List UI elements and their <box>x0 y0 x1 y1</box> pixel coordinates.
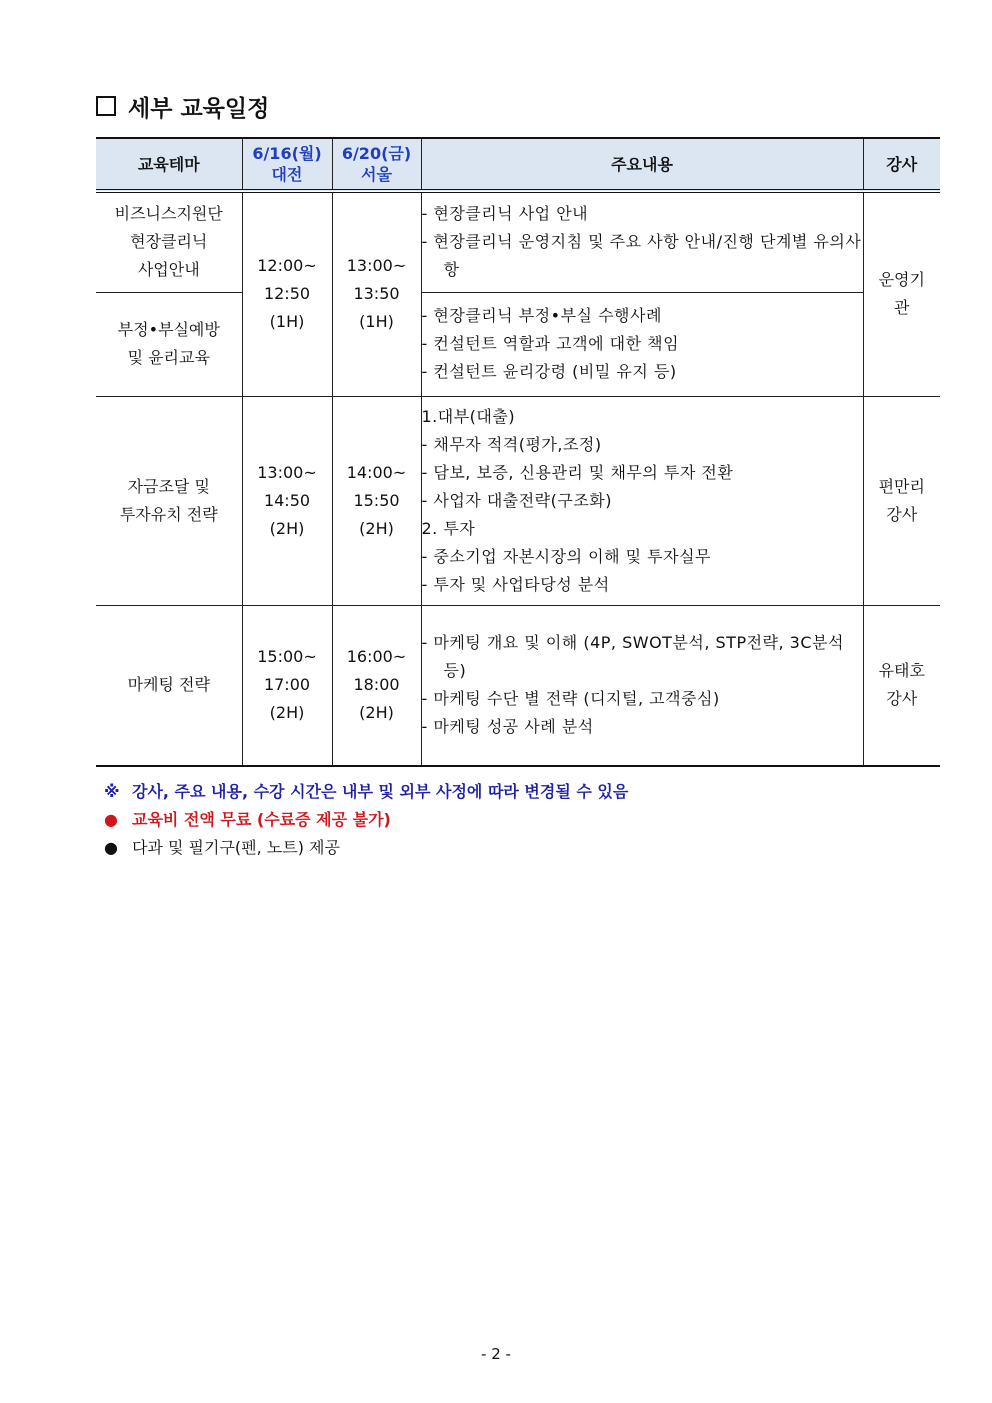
time-line: 18:00 <box>353 675 400 695</box>
instructor-line: 운영기 <box>878 270 925 290</box>
content-line: - 사업자 대출전략(구조화) <box>421 490 612 510</box>
checkbox-square-icon <box>96 96 116 116</box>
time-line: 13:00~ <box>346 256 407 276</box>
time-cell-seoul <box>332 396 421 605</box>
table-header-row <box>96 138 940 191</box>
section-heading <box>96 88 269 124</box>
content-cell <box>421 191 863 292</box>
time-line: (2H) <box>359 518 394 538</box>
content-line: - 마케팅 성공 사례 분석 <box>421 717 594 737</box>
theme-line: 비즈니스지원단 <box>114 204 223 224</box>
section-title: 세부 교육일정 <box>128 94 270 122</box>
reference-mark-icon: ※ <box>104 782 120 801</box>
content-line: - 컨설턴트 역할과 고객에 대한 책임 <box>421 334 680 353</box>
header-instructor: 강사 <box>863 138 940 191</box>
instructor-cell <box>863 191 940 396</box>
instructor-cell <box>863 605 940 766</box>
instructor-line: 관 <box>894 298 910 318</box>
header-date1-city: 대전 <box>271 165 303 184</box>
content-cell <box>421 292 863 396</box>
theme-line: 및 윤리교육 <box>127 348 210 367</box>
theme-line: 투자유치 전략 <box>119 504 218 524</box>
time-line: 13:00~ <box>257 462 317 482</box>
content-line: - 중소기업 자본시장의 이해 및 투자실무 <box>421 546 711 566</box>
note-text: 다과 및 필기구(펜, 노트) 제공 <box>132 838 340 857</box>
time-line: 17:00 <box>263 675 311 695</box>
content-line: - 채무자 적격(평가,조정) <box>421 434 602 454</box>
content-cell <box>421 605 863 766</box>
note-free-tuition <box>104 806 628 834</box>
content-line: - 담보, 보증, 신용관리 및 채무의 투자 전환 <box>421 462 734 482</box>
theme-cell <box>96 292 242 396</box>
content-line: - 마케팅 개요 및 이해 (4P, SWOT분석, STP전략, 3C분석 등) <box>421 633 844 681</box>
note-text: 교육비 전액 무료 (수료증 제공 불가) <box>132 810 391 829</box>
theme-line: 마케팅 전략 <box>127 675 210 695</box>
header-theme: 교육테마 <box>96 138 242 191</box>
time-line: 14:00~ <box>346 462 407 482</box>
instructor-line: 유태호 <box>878 661 925 681</box>
instructor-line: 강사 <box>886 504 918 524</box>
content-line: - 현장클리닉 운영지침 및 주요 사항 안내/진행 단계별 유의사항 <box>421 232 862 280</box>
time-line: 14:50 <box>263 490 311 510</box>
content-line: 1.대부(대출) <box>421 406 516 426</box>
content-line: 2. 투자 <box>421 518 476 538</box>
header-date2-city: 서울 <box>361 165 392 184</box>
theme-line: 현장클리닉 <box>130 232 208 252</box>
instructor-line: 강사 <box>886 689 918 709</box>
bullet-icon: ● <box>104 838 118 857</box>
time-cell-seoul <box>332 605 421 766</box>
content-line: - 마케팅 수단 별 전략 (디지털, 고객중심) <box>421 689 720 709</box>
header-date2-text: 6/20(금) <box>341 144 412 163</box>
content-line: - 컨설턴트 윤리강령 (비밀 유지 등) <box>421 362 677 381</box>
theme-line: 사업안내 <box>137 260 200 280</box>
table-row <box>96 292 940 396</box>
time-line: (1H) <box>359 312 394 332</box>
table-row <box>96 191 940 292</box>
time-line: 16:00~ <box>346 647 407 667</box>
instructor-cell <box>863 396 940 605</box>
time-line: (1H) <box>269 312 305 332</box>
time-cell-daejeon <box>242 191 332 396</box>
table-row <box>96 605 940 766</box>
theme-cell <box>96 396 242 605</box>
header-date1-text: 6/16(월) <box>252 144 322 163</box>
theme-cell <box>96 605 242 766</box>
table-row <box>96 396 940 605</box>
content-line: - 투자 및 사업타당성 분석 <box>421 574 610 594</box>
content-cell <box>421 396 863 605</box>
page-number: - 2 - <box>481 1345 511 1363</box>
content-line: - 현장클리닉 부정•부실 수행사례 <box>421 306 662 325</box>
header-date-seoul <box>332 138 421 191</box>
header-content: 주요내용 <box>421 138 863 191</box>
time-line: 12:50 <box>263 284 311 304</box>
theme-line: 자금조달 및 <box>127 476 210 496</box>
note-refreshments <box>104 834 628 862</box>
time-cell-seoul <box>332 191 421 396</box>
time-line: 15:50 <box>353 490 400 510</box>
header-date-daejeon <box>242 138 332 191</box>
time-line: (2H) <box>269 518 305 538</box>
time-line: (2H) <box>269 703 305 723</box>
notes <box>104 778 628 862</box>
schedule-table <box>96 137 940 767</box>
note-text: 강사, 주요 내용, 수강 시간은 내부 및 외부 사정에 따라 변경될 수 있음 <box>132 782 629 801</box>
time-cell-daejeon <box>242 605 332 766</box>
theme-line: 부정•부실예방 <box>117 320 220 339</box>
content-line: - 현장클리닉 사업 안내 <box>421 204 589 224</box>
bullet-icon: ● <box>104 810 118 829</box>
instructor-line: 편만리 <box>878 476 925 496</box>
time-line: 12:00~ <box>257 256 317 276</box>
time-line: 15:00~ <box>257 647 317 667</box>
time-line: 13:50 <box>353 284 400 304</box>
time-cell-daejeon <box>242 396 332 605</box>
note-schedule-change <box>104 778 628 806</box>
time-line: (2H) <box>359 703 394 723</box>
theme-cell <box>96 191 242 292</box>
